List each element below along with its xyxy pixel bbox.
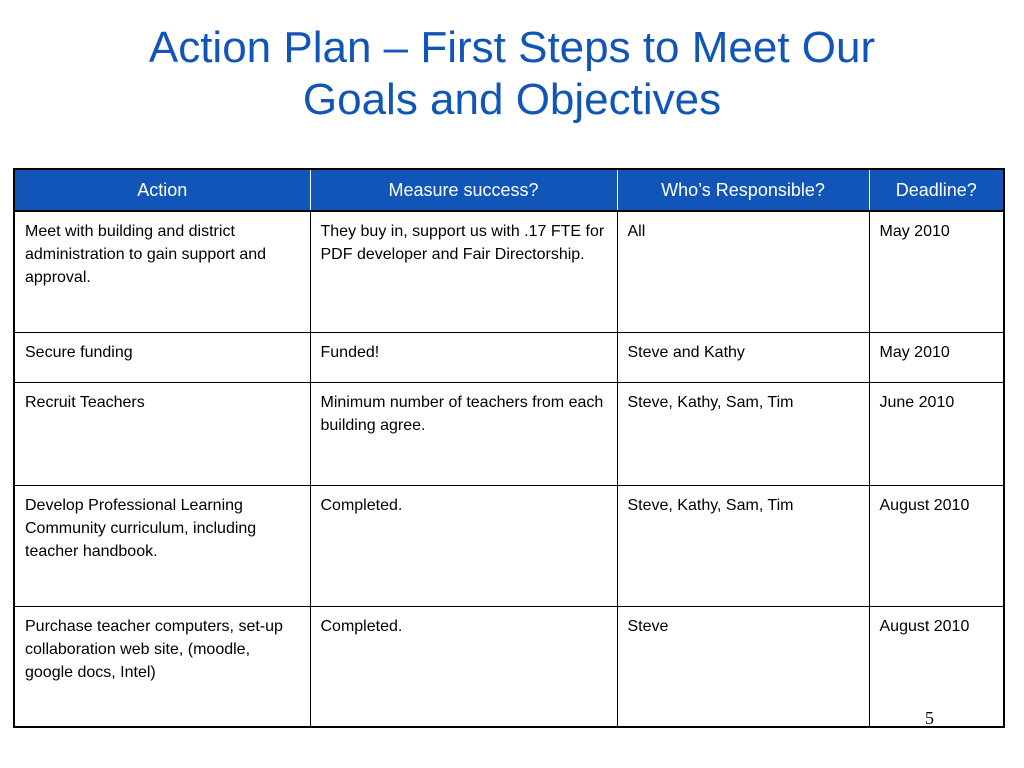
cell-responsible: Steve and Kathy	[617, 332, 869, 382]
cell-action: Purchase teacher computers, set-up collaboration web site, (moodle, google docs, Intel)	[15, 606, 310, 726]
cell-deadline: August 2010	[869, 485, 1003, 606]
table-row	[15, 211, 1003, 332]
cell-measure: They buy in, support us with .17 FTE for PDF developer and Fair Directorship.	[310, 211, 617, 332]
slide-title-line-1: Action Plan – First Steps to Meet Our	[148, 23, 876, 72]
header-deadline: Deadline?	[869, 170, 1003, 211]
cell-responsible: Steve, Kathy, Sam, Tim	[617, 485, 869, 606]
page-number: 5	[925, 708, 934, 728]
table-row	[15, 332, 1003, 382]
cell-responsible: All	[617, 211, 869, 332]
cell-deadline: May 2010	[869, 211, 1003, 332]
action-plan-table-container	[13, 168, 1005, 728]
cell-measure: Minimum number of teachers from each building agree.	[310, 382, 617, 485]
slide-title	[0, 22, 1024, 126]
slide-title-line-2: Goals and Objectives	[302, 75, 722, 124]
cell-deadline: May 2010	[869, 332, 1003, 382]
cell-measure: Completed.	[310, 485, 617, 606]
table-row	[15, 485, 1003, 606]
cell-action: Recruit Teachers	[15, 382, 310, 485]
cell-action: Meet with building and district administration to gain support and approval.	[15, 211, 310, 332]
cell-measure: Completed.	[310, 606, 617, 726]
header-measure-success: Measure success?	[310, 170, 617, 211]
cell-deadline: June 2010	[869, 382, 1003, 485]
table-header-row	[15, 170, 1003, 211]
cell-measure: Funded!	[310, 332, 617, 382]
cell-action: Develop Professional Learning Community curriculum, including teacher handbook.	[15, 485, 310, 606]
header-action: Action	[15, 170, 310, 211]
cell-responsible: Steve	[617, 606, 869, 726]
header-whos-responsible: Who’s Responsible?	[617, 170, 869, 211]
action-plan-table	[15, 170, 1003, 726]
table-row	[15, 606, 1003, 726]
table-row	[15, 382, 1003, 485]
cell-responsible: Steve, Kathy, Sam, Tim	[617, 382, 869, 485]
cell-action: Secure funding	[15, 332, 310, 382]
cell-deadline: August 2010	[879, 617, 970, 635]
